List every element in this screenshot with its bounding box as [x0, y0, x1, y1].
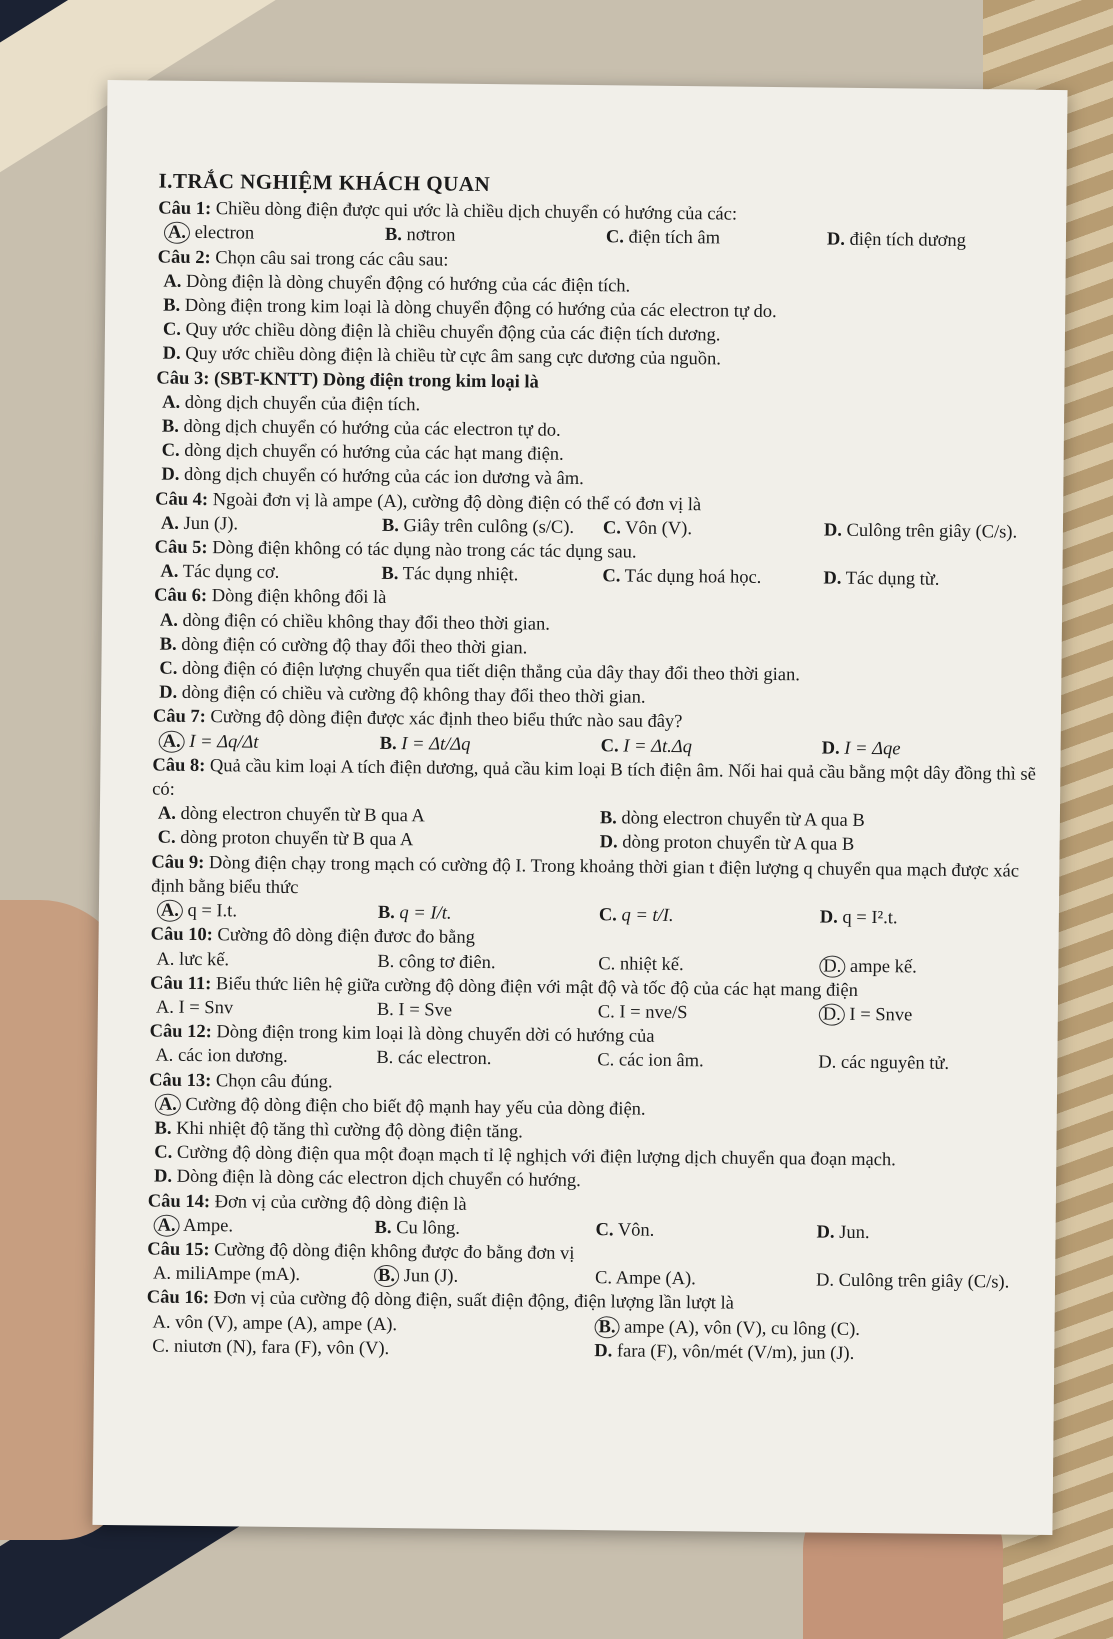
question-label: Câu 14:	[147, 1191, 211, 1212]
exam-content	[146, 169, 1048, 1368]
option-d[interactable]: D. I = Δqe	[821, 738, 901, 760]
option-a[interactable]: A. Dòng điện là dòng chuyển động có hướng của các điện tích.	[163, 271, 631, 297]
option-b[interactable]: B. I = Δt/Δq	[379, 733, 471, 755]
question-stem: Ngoài đơn vị là ampe (A), cường độ dòng điện có thể có đơn vị là	[212, 489, 702, 515]
option-b[interactable]: B. Tác dụng nhiệt.	[381, 564, 519, 586]
option-b[interactable]: B. Giây trên culông (s/C).	[381, 515, 575, 538]
option-c[interactable]: C. nhiệt kế.	[598, 953, 684, 975]
option-b[interactable]: B. ampe (A), vôn (V), cu lông (C).	[594, 1315, 1036, 1344]
question-13	[148, 1068, 1039, 1198]
option-c[interactable]: C. Tác dụng hoá học.	[602, 566, 762, 589]
option-c[interactable]: C. I = Δt.Δq	[600, 735, 693, 757]
question-label: Câu 7:	[152, 706, 206, 728]
option-c[interactable]: C. Ampe (A).	[594, 1268, 696, 1290]
option-a[interactable]: A. vôn (V), ampe (A), ampe (A).	[152, 1312, 398, 1335]
option-d[interactable]: D. Tác dụng từ.	[823, 568, 940, 591]
option-b[interactable]: B. Cu lông.	[374, 1217, 461, 1239]
question-label: Câu 6:	[154, 585, 208, 607]
option-d[interactable]: D. Dòng điện là dòng các electron dịch chuyển có hướng.	[154, 1166, 581, 1192]
option-c[interactable]: C. điện tích âm	[605, 227, 721, 249]
question-label: Câu 3:	[156, 368, 210, 389]
option-a[interactable]: A. dòng dịch chuyển của điện tích.	[162, 392, 421, 416]
option-c[interactable]: C. Vôn (V).	[602, 518, 693, 540]
exam-paper	[92, 80, 1067, 1535]
option-c[interactable]: C. Quy ước chiều dòng điện là chiều chuyển động của các điện tích dương.	[162, 319, 721, 346]
option-b[interactable]: B. Jun (J).	[374, 1264, 595, 1291]
option-a[interactable]: A. electron	[164, 221, 385, 248]
option-grid	[146, 1310, 1036, 1368]
option-a[interactable]: A. miliAmpe (mA).	[152, 1263, 301, 1286]
option-b[interactable]: B. dòng electron chuyển từ A qua B	[599, 808, 865, 832]
option-c[interactable]: C. dòng proton chuyển từ B qua A	[157, 828, 414, 851]
question-stem: Cường độ dòng điện không được đo bằng đơn vị	[214, 1240, 575, 1264]
section-title: I.TRẮC NGHIỆM KHÁCH QUAN	[158, 168, 491, 197]
question-label: Câu 10:	[150, 924, 213, 946]
question-stem: Cường độ dòng điện được xác định theo biểu thức nào sau đây?	[210, 707, 683, 733]
question-label: Câu 11:	[150, 973, 212, 994]
option-b[interactable]: B. Khi nhiệt độ tăng thì cường độ dòng điện tăng.	[154, 1118, 523, 1143]
option-b[interactable]: B. các electron.	[376, 1048, 492, 1070]
option-b[interactable]: B. nơtron	[384, 225, 456, 247]
option-a[interactable]: A. Tác dụng cơ.	[160, 561, 280, 584]
question-stem: (SBT-KNTT) Dòng điện trong kim loại là	[213, 368, 539, 393]
question-label: Câu 13:	[149, 1070, 212, 1091]
option-a[interactable]: A. I = Snv	[155, 997, 234, 1019]
question-stem: Cường đô dòng điện đươc đo bằng	[217, 925, 476, 949]
question-stem: Chọn câu đúng.	[215, 1070, 333, 1092]
question-2	[157, 245, 1048, 375]
question-16	[146, 1286, 1037, 1368]
question-stem: Chiều dòng điện được qui ước là chiều dịch chuyển có hướng của các:	[215, 199, 738, 225]
question-label: Câu 16:	[146, 1287, 210, 1309]
option-a[interactable]: A. Jun (J).	[160, 513, 239, 535]
question-label: Câu 12:	[149, 1021, 212, 1043]
option-c[interactable]: C. dòng điện có điện lượng chuyển qua tiết diện thẳng của dây thay đổi theo thời gian.	[159, 658, 800, 686]
option-b[interactable]: B. dòng dịch chuyển có hướng của các electron tự do.	[161, 416, 561, 441]
option-d[interactable]: D. Culông trên giây (C/s).	[815, 1270, 1010, 1293]
question-stem: Quả cầu kim loại A tích điện dương, quả cầu kim loại B tích điện âm. Nối hai quả cầu bằng một dây đồng thì sẽ có:	[152, 755, 1036, 800]
option-d[interactable]: D. các nguyên tử.	[818, 1052, 950, 1075]
option-a[interactable]: A. q = I.t.	[157, 899, 378, 926]
question-1	[158, 197, 1048, 255]
option-d[interactable]: D. q = I².t.	[819, 907, 898, 929]
option-b[interactable]: B. I = Sve	[376, 999, 453, 1021]
question-stem: Đơn vị của cường độ dòng điện, suất điện động, điện lượng lần lượt là	[213, 1288, 735, 1314]
option-b[interactable]: B. Dòng điện trong kim loại là dòng chuyển động có hướng của các electron tự do.	[163, 295, 777, 323]
question-stem: Dòng điện không có tác dụng nào trong các tác dụng sau.	[212, 538, 637, 563]
option-d[interactable]: D. fara (F), vôn/mét (V/m), jun (J).	[594, 1340, 855, 1364]
option-d[interactable]: D. dòng điện có chiều và cường độ không thay đổi theo thời gian.	[159, 682, 646, 708]
option-c[interactable]: C. dòng dịch chuyển có hướng của các hạt mang điện.	[161, 440, 564, 466]
question-stem: Đơn vị của cường độ dòng điện là	[214, 1191, 467, 1215]
option-c[interactable]: C. I = nve/S	[597, 1002, 688, 1024]
option-a[interactable]: A. Ampe.	[153, 1213, 374, 1240]
question-label: Câu 2:	[157, 247, 211, 268]
option-c[interactable]: C. niutơn (N), fara (F), vôn (V).	[152, 1336, 390, 1359]
question-label: Câu 4:	[155, 489, 209, 510]
question-stem: Dòng điện chạy trong mạch có cường độ I. Trong khoảng thời gian t điện lượng q chuyển qua mạch được xác định bằng biểu thức	[151, 852, 1020, 898]
question-label: Câu 15:	[147, 1239, 210, 1261]
option-c[interactable]: C. Cường độ dòng điện qua một đoạn mạch tỉ lệ nghịch với điện lượng dịch chuyển qua đoạn mạch.	[154, 1142, 896, 1171]
question-8	[152, 753, 1043, 859]
option-d[interactable]: D. Quy ước chiều dòng điện là chiều từ cực âm sang cực dương của nguồn.	[162, 344, 722, 370]
option-a[interactable]: A. dòng điện có chiều không thay đổi theo thời gian.	[159, 610, 551, 635]
option-d[interactable]: D. dòng dịch chuyển có hướng của các ion dương và âm.	[161, 465, 584, 490]
option-c[interactable]: C. q = t/I.	[598, 905, 674, 927]
question-9	[151, 850, 1042, 932]
question-stem: Dòng điện trong kim loại là dòng chuyển dời có hướng của	[216, 1022, 655, 1047]
option-a[interactable]: A. lưc kế.	[156, 949, 230, 970]
option-d[interactable]: D. ampe kế.	[819, 954, 1040, 981]
option-a[interactable]: A. I = Δq/Δt	[159, 729, 380, 756]
option-b[interactable]: B. công tơ điên.	[377, 951, 496, 973]
question-label: Câu 1:	[158, 198, 212, 220]
option-c[interactable]: C. Vôn.	[595, 1219, 655, 1241]
question-12	[149, 1020, 1039, 1078]
option-b[interactable]: B. q = I/t.	[377, 902, 452, 924]
question-stem: Dòng điện không đổi là	[211, 586, 387, 609]
question-3	[155, 366, 1046, 496]
option-c[interactable]: C. các ion âm.	[597, 1050, 704, 1072]
question-6	[153, 584, 1044, 714]
option-a[interactable]: A. dòng electron chuyển từ B qua A	[157, 803, 425, 827]
question-label: Câu 9:	[151, 852, 205, 873]
option-d[interactable]: D. Jun.	[816, 1222, 870, 1243]
option-d[interactable]: D. Culông trên giây (C/s).	[823, 520, 1018, 543]
option-d[interactable]: D. điện tích dương	[826, 229, 967, 252]
option-grid	[152, 802, 1042, 860]
option-b[interactable]: B. dòng điện có cường độ thay đổi theo thời gian.	[159, 634, 528, 659]
question-stem: Biểu thức liên hệ giữa cường độ dòng điện với mật độ và tốc độ của các hạt mang điện	[215, 973, 858, 1001]
option-d[interactable]: D. I = Snve	[819, 1002, 1040, 1029]
question-label: Câu 5:	[154, 537, 208, 559]
question-stem: Chọn câu sai trong các câu sau:	[215, 247, 449, 271]
option-a[interactable]: A. các ion dương.	[155, 1045, 288, 1068]
option-d[interactable]: D. dòng proton chuyển từ A qua B	[599, 832, 855, 856]
option-a[interactable]: A. Cường độ dòng điện cho biết độ mạnh hay yếu của dòng điện.	[149, 1092, 1039, 1126]
question-10	[150, 923, 1040, 981]
question-label: Câu 8:	[152, 755, 206, 776]
